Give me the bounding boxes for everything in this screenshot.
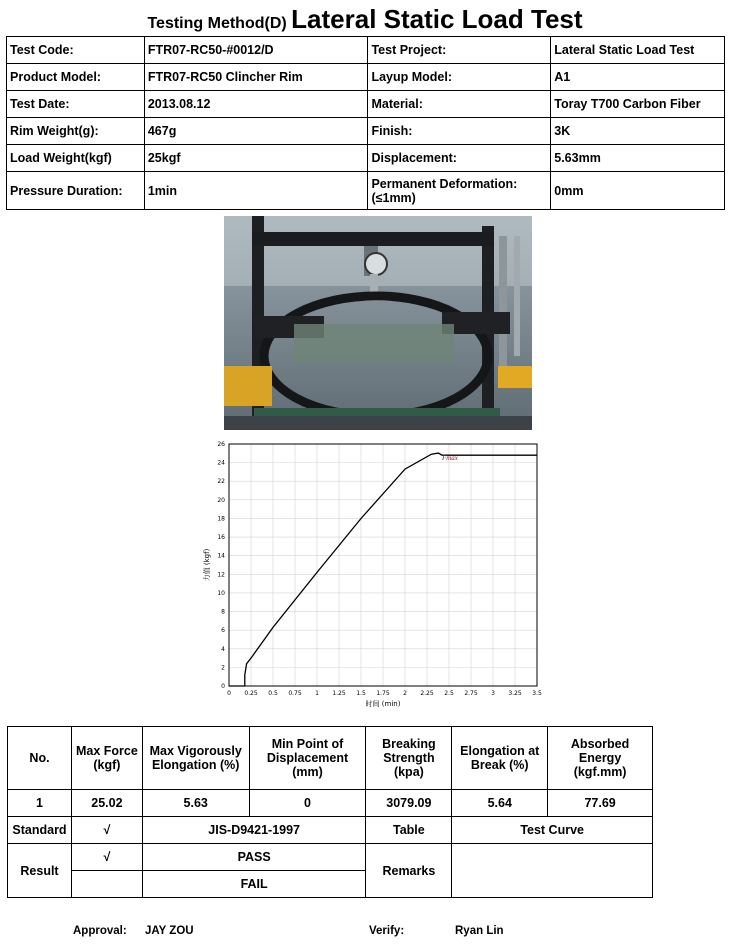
test-code-value: FTR07-RC50-#0012/D [144, 37, 368, 64]
test-rig-illustration [224, 216, 532, 430]
fail-label: FAIL [142, 871, 366, 898]
chart-x-tick-label-1: 0.25 [244, 690, 258, 697]
permanent-deformation-label [368, 172, 551, 210]
layup-model-label: Layup Model: [368, 64, 551, 91]
chart-x-tick-label-9: 2.25 [420, 690, 434, 697]
pressure-duration-label: Pressure Duration: [7, 172, 145, 210]
displacement-label: Displacement: [368, 145, 551, 172]
title-main: Lateral Static Load Test [291, 4, 583, 34]
chart-y-tick-label-4: 8 [221, 608, 225, 616]
chart-y-tick-label-0: 0 [221, 683, 225, 690]
verify-label: Verify: [369, 925, 405, 937]
permanent-deformation-label-line1: Permanent Deformation: [371, 176, 518, 191]
pass-check: √ [71, 844, 142, 871]
test-rig-photo [224, 216, 532, 430]
chart-y-axis-label: 力值 (kgf) [203, 548, 211, 582]
chart-x-tick-label-11: 2.75 [464, 690, 478, 697]
pressure-duration-value: 1min [144, 172, 368, 210]
cell-elongation-at-break: 5.64 [452, 790, 548, 817]
cell-breaking-strength: 3079.09 [366, 790, 452, 817]
chart-x-tick-label-2: 0.5 [268, 690, 278, 697]
results-table [7, 726, 653, 898]
test-date-label: Test Date: [7, 91, 145, 118]
chart-x-tick-label-5: 1.25 [332, 690, 346, 697]
load-weight-value: 25kgf [144, 145, 368, 172]
load-weight-label: Load Weight(kgf) [7, 145, 145, 172]
chart-x-axis-label: 时间 (min) [365, 700, 401, 708]
chart-x-tick-label-6: 1.5 [356, 690, 366, 697]
standard-value: JIS-D9421-1997 [142, 817, 366, 844]
chart-y-tick-label-6: 12 [217, 571, 225, 579]
force-time-chart [195, 436, 545, 716]
remarks-label: Remarks [366, 844, 452, 898]
chart-y-tick-label-8: 16 [217, 534, 225, 542]
material-value: Toray T700 Carbon Fiber [551, 91, 725, 118]
chart-x-tick-label-4: 1 [315, 690, 319, 697]
approval-name: JAY ZOU [145, 925, 194, 937]
chart-y-tick-label-7: 14 [217, 552, 225, 560]
chart-y-tick-label-10: 20 [217, 496, 225, 504]
pass-label: PASS [142, 844, 366, 871]
rim-weight-value: 467g [144, 118, 368, 145]
finish-value: 3K [551, 118, 725, 145]
document-title [0, 4, 730, 35]
table-label: Table [366, 817, 452, 844]
layup-model-value: A1 [551, 64, 725, 91]
cell-min-displacement: 0 [249, 790, 366, 817]
result-label: Result [8, 844, 72, 898]
chart-x-tick-label-14: 3.5 [532, 690, 542, 697]
finish-label: Finish: [368, 118, 551, 145]
standard-check: √ [71, 817, 142, 844]
product-model-label: Product Model: [7, 64, 145, 91]
header-max-force: Max Force (kgf) [71, 727, 142, 790]
chart-y-tick-label-9: 18 [217, 515, 225, 523]
header-elongation-at-break: Elongation at Break (%) [452, 727, 548, 790]
fail-check [71, 871, 142, 898]
cell-max-elongation: 5.63 [142, 790, 249, 817]
verify-name: Ryan Lin [455, 925, 504, 937]
chart-x-tick-label-10: 2.5 [444, 690, 454, 697]
chart-annotation-fmax: Fmax [441, 453, 458, 462]
remarks-value [452, 844, 653, 898]
test-project-label: Test Project: [368, 37, 551, 64]
chart-y-tick-label-2: 4 [221, 645, 225, 653]
header-no: No. [8, 727, 72, 790]
cell-no: 1 [8, 790, 72, 817]
product-model-value: FTR07-RC50 Clincher Rim [144, 64, 368, 91]
permanent-deformation-value: 0mm [551, 172, 725, 210]
header-breaking-strength: Breaking Strength (kpa) [366, 727, 452, 790]
chart-y-tick-label-13: 26 [217, 441, 225, 448]
approval-label: Approval: [73, 925, 127, 937]
chart-x-tick-label-0: 0 [227, 690, 231, 697]
material-label: Material: [368, 91, 551, 118]
displacement-value: 5.63mm [551, 145, 725, 172]
test-info-table [6, 36, 725, 210]
chart-x-tick-label-12: 3 [491, 690, 495, 697]
chart-y-tick-label-11: 22 [217, 478, 225, 486]
cell-absorbed-energy: 77.69 [548, 790, 653, 817]
cell-max-force: 25.02 [71, 790, 142, 817]
permanent-deformation-label-line2: (≤1mm) [371, 190, 416, 205]
test-code-label: Test Code: [7, 37, 145, 64]
header-absorbed-energy: Absorbed Energy (kgf.mm) [548, 727, 653, 790]
chart-x-tick-label-7: 1.75 [376, 690, 390, 697]
chart-x-tick-label-8: 2 [403, 690, 407, 697]
test-curve-label: Test Curve [452, 817, 653, 844]
chart-x-tick-label-13: 3.25 [508, 690, 522, 697]
chart-x-tick-label-3: 0.75 [288, 690, 302, 697]
test-project-value: Lateral Static Load Test [551, 37, 725, 64]
chart-y-tick-label-12: 24 [217, 459, 225, 467]
header-max-elongation: Max Vigorously Elongation (%) [142, 727, 249, 790]
chart-y-tick-label-1: 2 [221, 664, 225, 672]
chart-gridlines [229, 444, 537, 686]
rim-weight-label: Rim Weight(g): [7, 118, 145, 145]
standard-label: Standard [8, 817, 72, 844]
title-prefix: Testing Method(D) [147, 15, 287, 32]
chart-y-tick-label-5: 10 [217, 589, 225, 597]
chart-y-tick-label-3: 6 [221, 627, 225, 635]
header-min-displacement: Min Point of Displacement (mm) [249, 727, 366, 790]
test-date-value: 2013.08.12 [144, 91, 368, 118]
